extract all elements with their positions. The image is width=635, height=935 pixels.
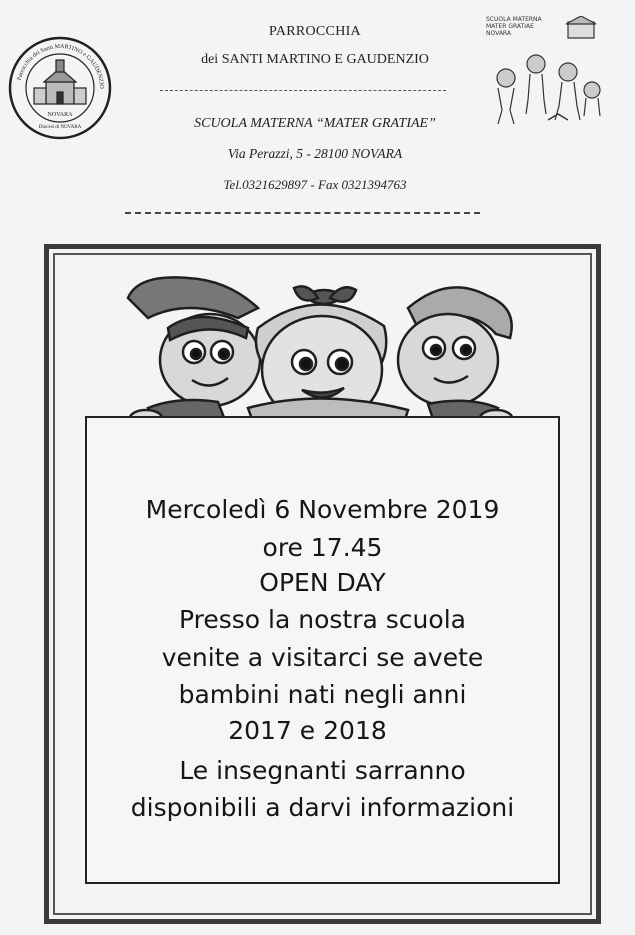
event-location: Presso la nostra scuola: [179, 605, 466, 634]
event-teachers: Le insegnanti sarranno: [179, 756, 466, 785]
svg-text:NOVARA: NOVARA: [47, 112, 73, 118]
header-divider: [160, 90, 446, 91]
school-name: SCUOLA MATERNA “MATER GRATIAE”: [194, 116, 436, 131]
logo-line: MATER GRATIAE: [486, 23, 534, 30]
event-info: disponibili a darvi informazioni: [130, 793, 515, 822]
parish-title: PARROCCHIA: [269, 24, 361, 39]
section-divider: [125, 212, 480, 214]
parish-saints: dei SANTI MARTINO E GAUDENZIO: [201, 52, 429, 67]
school-address: Via Perazzi, 5 - 28100 NOVARA: [227, 146, 403, 161]
logo-line: NOVARA: [486, 30, 511, 37]
event-title: OPEN DAY: [259, 568, 386, 597]
event-years: 2017 e 2018: [228, 716, 387, 745]
svg-text:Diocesi di NOVARA: Diocesi di NOVARA: [38, 125, 82, 130]
church-icon: [34, 60, 86, 104]
school-logo: [486, 16, 608, 132]
event-audience: bambini nati negli anni: [178, 680, 467, 709]
logo-line: SCUOLA MATERNA: [486, 16, 542, 23]
parish-seal: [8, 36, 112, 140]
event-time: ore 17.45: [262, 533, 383, 562]
school-phone: Tel.0321629897 - Fax 0321394763: [223, 177, 407, 192]
event-date: Mercoledì 6 Novembre 2019: [145, 495, 500, 524]
event-invite: venite a visitarci se avete: [161, 643, 484, 672]
svg-text:Parrocchia dei Santi MARTINO e: Parrocchia dei Santi MARTINO e GAUDENZIO: [16, 43, 105, 89]
